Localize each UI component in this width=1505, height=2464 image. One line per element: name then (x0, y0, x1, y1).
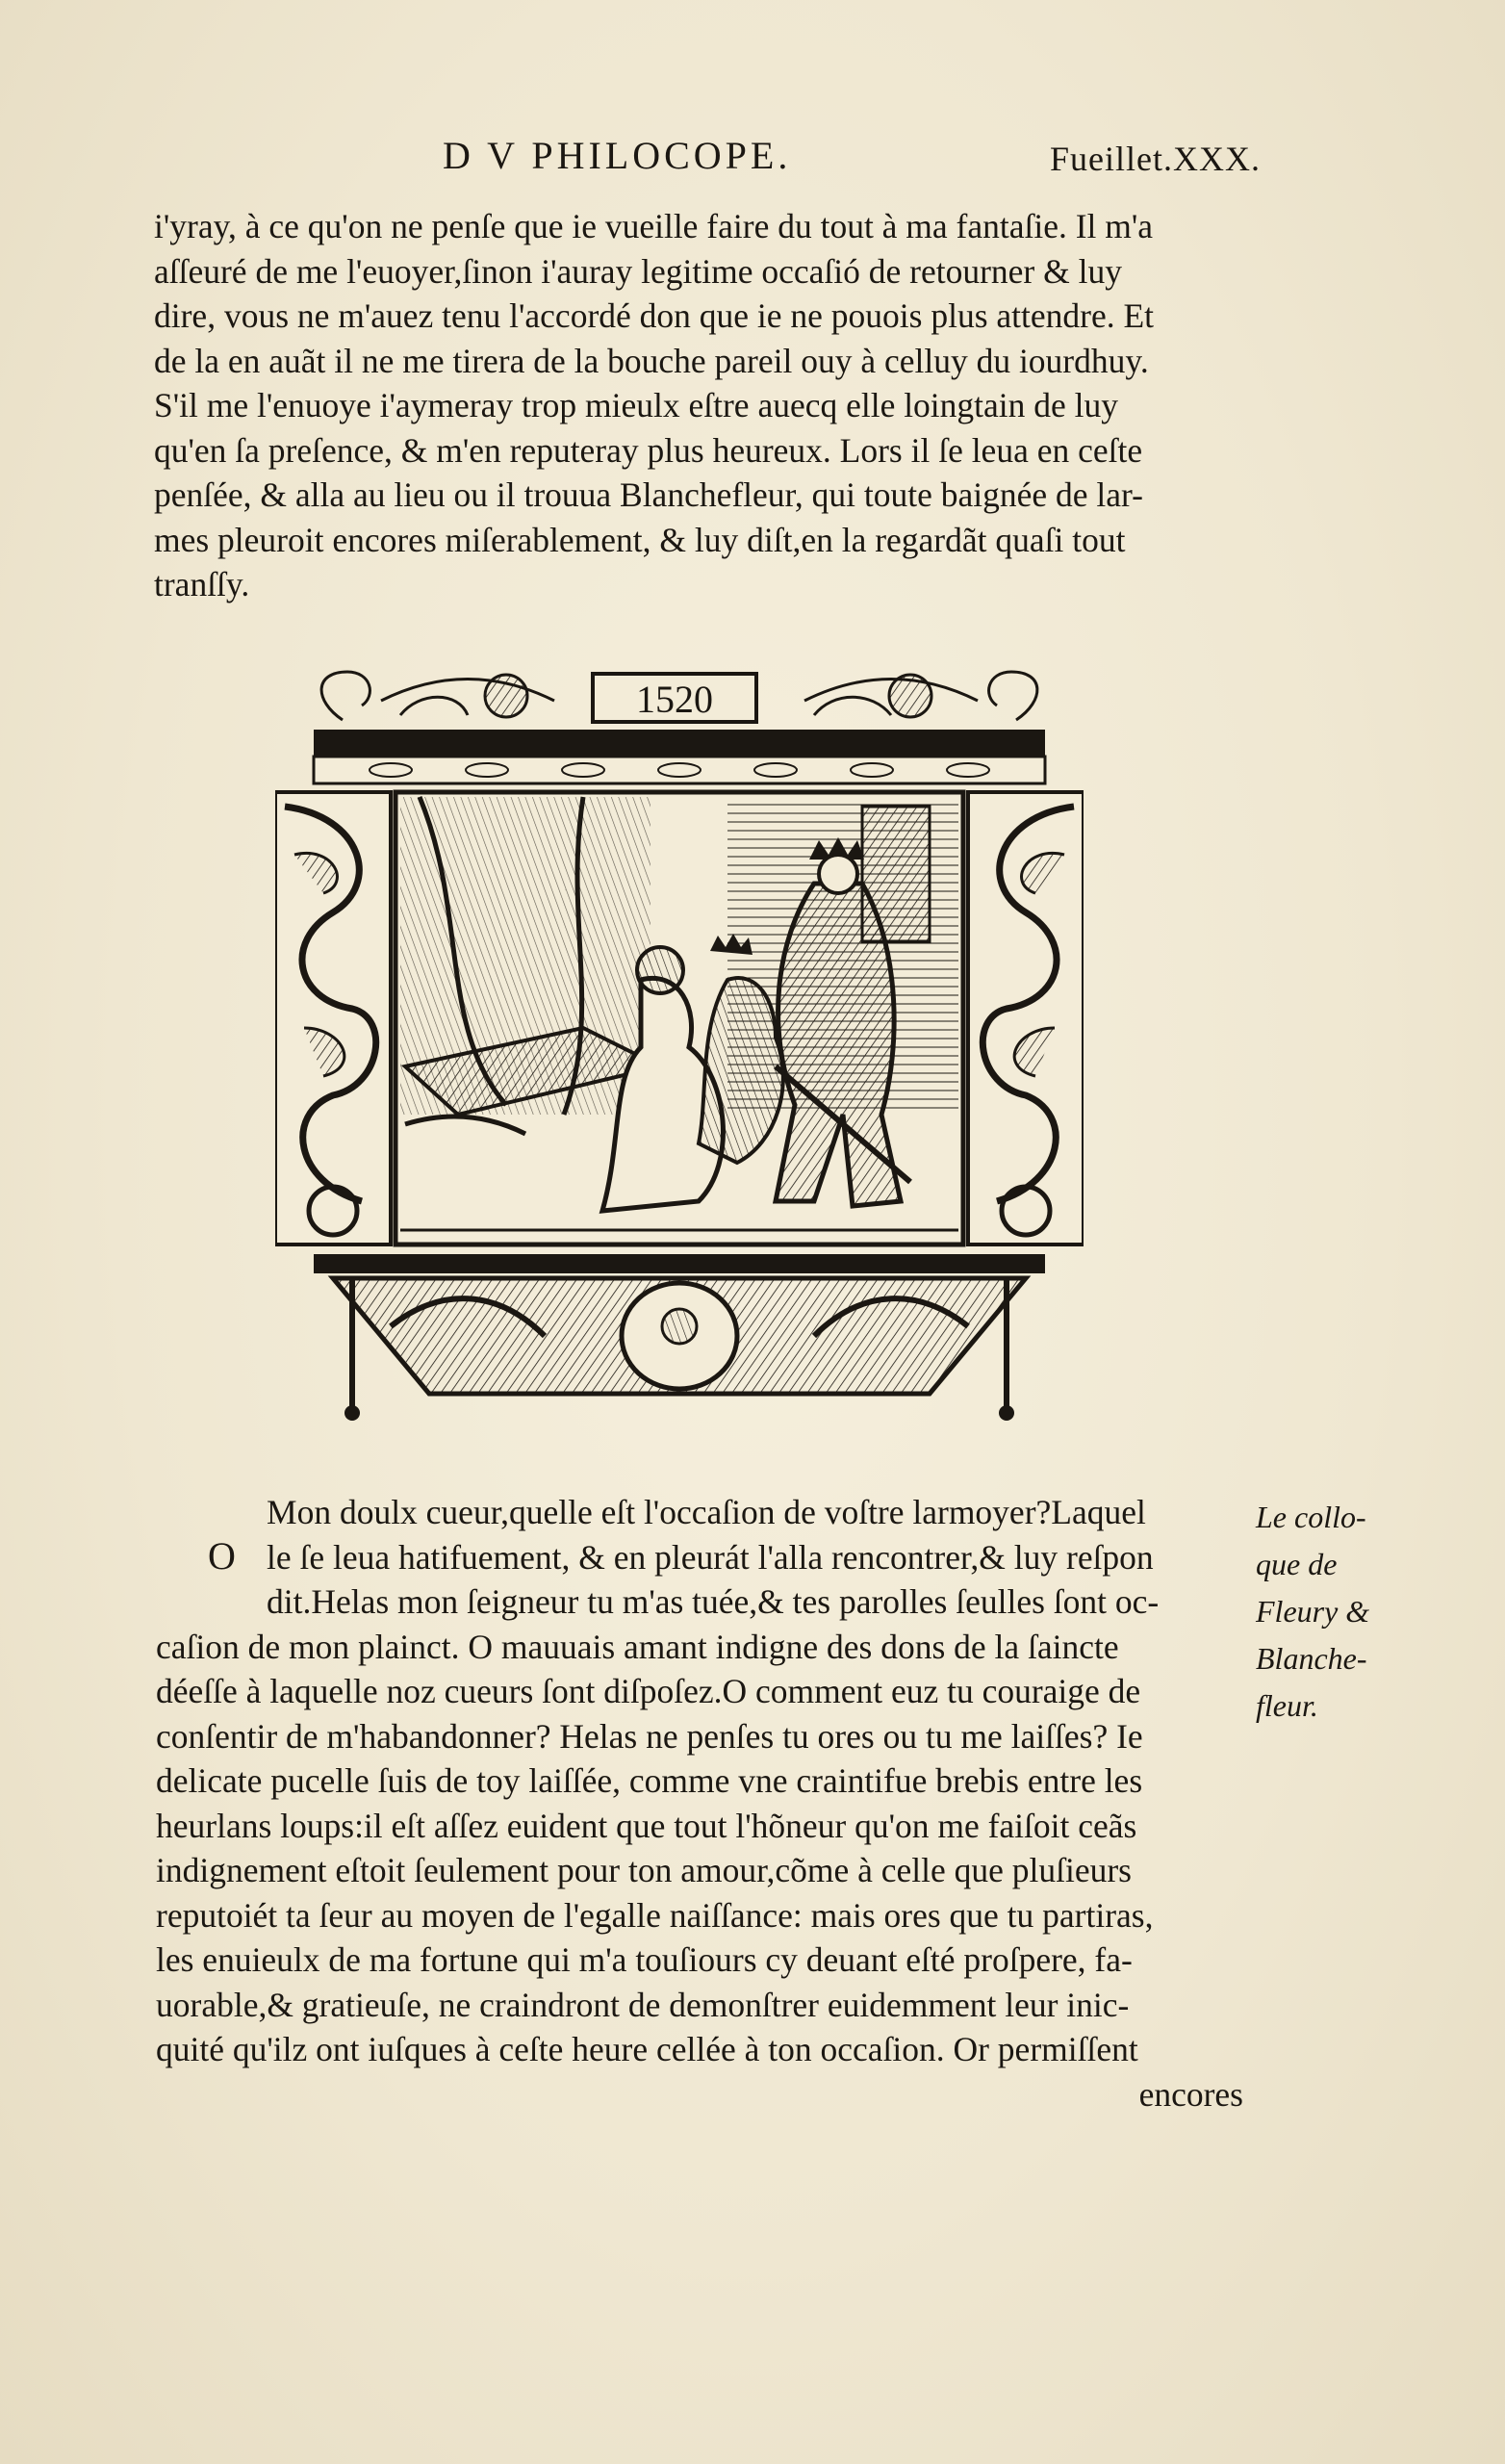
marginal-line: que de (1256, 1547, 1338, 1581)
text-line: de la en auãt il ne me tirera de la bouche pareil ouy à celluy du iourdhuy. (154, 341, 1149, 380)
running-title: D V PHILOCOPE. (443, 134, 792, 177)
marginal-line: Le collo- (1256, 1500, 1366, 1534)
text-line: indignement eſtoit ſeulement pour ton amour,cõme à celle que pluſieurs (156, 1851, 1132, 1889)
text-line: tranſſy. (154, 565, 250, 603)
marginal-note (1256, 1494, 1400, 1730)
central-scene (395, 792, 963, 1245)
marginal-line: Blanche- (1256, 1641, 1367, 1676)
paragraph-bottom (156, 1490, 1243, 2117)
text-line: reputoiét ta ſeur au moyen de l'egalle naiſſance: mais ores que tu partiras, (156, 1895, 1154, 1935)
text-line: S'il me l'enuoye i'aymeray trop mieulx eſtre auecq elle loingtain de luy (154, 386, 1119, 424)
left-pilaster (275, 792, 391, 1245)
text-line: i'yray, à ce qu'on ne penſe que ie vueille faire du tout à ma fantaſie. Il m'a (154, 207, 1154, 245)
folio-number: Fueillet.XXX. (1050, 140, 1261, 178)
text-line: le ſe leua hatifuement, & en pleurát l'alla rencontrer,& luy reſpon (267, 1537, 1154, 1577)
text-line: delicate pucelle ſuis de toy laiſſée, comme vne craintifue brebis entre les (156, 1761, 1143, 1800)
text-line: uorable,& gratieuſe, ne craindront de demonſtrer euidemment leur inic- (156, 1985, 1130, 2024)
running-head (154, 133, 1261, 191)
marginal-line: fleur. (1256, 1688, 1318, 1723)
marginal-line: Fleury & (1256, 1594, 1370, 1629)
text-line: penſée, & alla au lieu ou il trouua Blanchefleur, qui toute baignée de lar- (154, 475, 1143, 514)
paragraph-top (154, 204, 1241, 607)
text-line: les enuieulx de ma fortune qui m'a touſiours cy deuant eſté proſpere, fa- (156, 1940, 1133, 1979)
text-line: heurlans loups:il eſt aſſez euident que tout l'hõneur qu'on me faiſoit ceãs (156, 1806, 1137, 1845)
text-line: dit.Helas mon ſeigneur tu m'as tuée,& tes parolles ſeulles ſont oc- (267, 1582, 1160, 1621)
text-line: déeſſe à laquelle noz cueurs ſont diſpoſez.O comment euz tu couraige de (156, 1672, 1141, 1710)
woodcut-illustration (275, 662, 1084, 1423)
text-line: mes pleuroit encores miſerablement, & luy diſt,en la regardãt quaſi tout (154, 520, 1126, 559)
catchword: encores (1138, 2074, 1243, 2114)
initial-letter: O (208, 1534, 236, 1578)
text-line: Mon doulx cueur,quelle eſt l'occaſion de voſtre larmoyer?Laquel (267, 1493, 1146, 1531)
text-line: quité qu'ilz ont iuſques à ceſte heure cellée à ton occaſion. Or permiſſent (156, 2030, 1138, 2068)
text-line: dire, vous ne m'auez tenu l'accordé don que ie ne pouois plus attendre. Et (154, 296, 1154, 335)
woodcut-date: 1520 (636, 678, 713, 721)
text-line: conſentir de m'habandonner? Helas ne penſes tu ores ou tu me laiſſes? Ie (156, 1716, 1143, 1756)
text-line: caſion de mon plainct. O mauuais amant indigne des dons de la ſaincte (156, 1627, 1119, 1666)
right-pilaster (968, 792, 1084, 1245)
text-line: qu'en ſa preſence, & m'en reputeray plus heureux. Lors il ſe leua en ceſte (154, 430, 1143, 470)
text-line: aſſeuré de me l'euoyer,ſinon i'auray legitime occaſió de retourner & luy (154, 251, 1122, 291)
bottom-bracket (314, 1254, 1045, 1421)
